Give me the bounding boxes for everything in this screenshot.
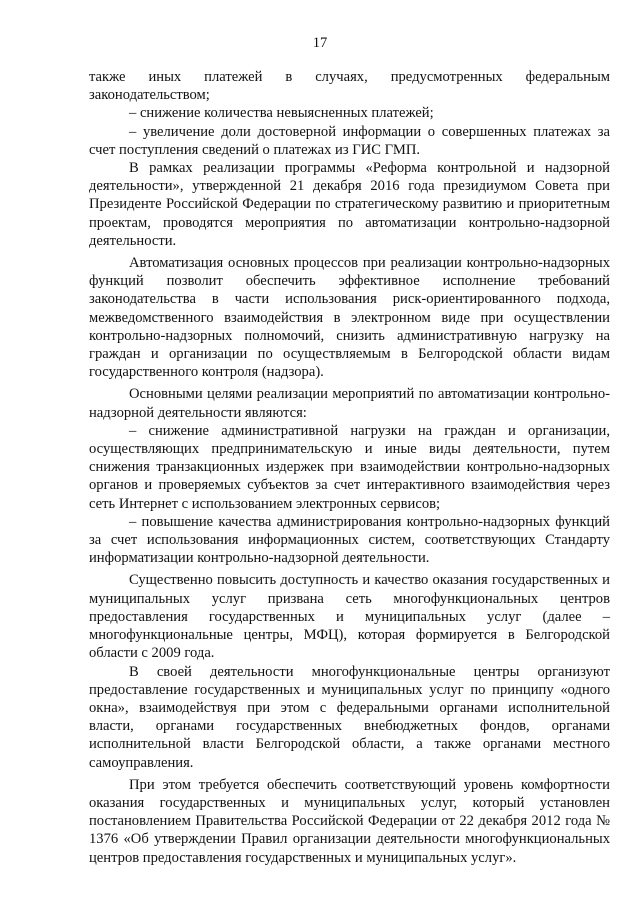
page-number: 17 — [312, 35, 328, 51]
bullet-item: – повышение качества администрирования контрольно-надзорных функций за счет использования информационных систем, соответствующих Стандарту информатизации контрольно-надзорной деятельности. — [89, 513, 610, 567]
paragraph: Основными целями реализации мероприятий по автоматизации контрольно-надзорной деятельности являются: — [89, 386, 610, 421]
paragraph: Автоматизация основных процессов при реализации контрольно-надзорных функций позволит обеспечить эффективное исполнение требований законодательства в части использования риск-ориентированного подхода, межведомственного взаимодействия в электронном виде при осуществлении контрольно-надзорных полномочий, снизить административную нагрузку на граждан и организации по осуществляемым в Белгородской области видам государственного контроля (надзора). — [89, 255, 610, 381]
paragraph: также иных платежей в случаях, предусмотренных федеральным законодательством; — [89, 69, 610, 104]
paragraph: В рамках реализации программы «Реформа контрольной и надзорной деятельности», утвержденной 21 декабря 2016 года президиумом Совета при Президенте Российской Федерации по стратегическому развитию и приоритетным проектам, проводятся мероприятия по автоматизации контрольно-надзорной деятельности. — [89, 160, 610, 249]
bullet-item: – увеличение доли достоверной информации о совершенных платежах за счет поступления сведений о платежах из ГИС ГМП. — [89, 123, 610, 158]
paragraph: При этом требуется обеспечить соответствующий уровень комфортности оказания государственных и муниципальных услуг, который установлен постановлением Правительства Российской Федерации от 22 декабря 2012 года № 1376 «Об утверждении Правил организации деятельности многофункциональных центров предоставления государственных и муниципальных услуг». — [89, 776, 610, 866]
bullet-item: – снижение количества невыясненных платежей; — [129, 105, 434, 122]
bullet-item: – снижение административной нагрузки на граждан и организации, осуществляющих предпринимательскую и иные виды деятельности, путем снижения транзакционных издержек при взаимодействии контрольно-надзорных органов и проверяемых субъектов за счет интерактивного взаимодействия через сеть Интернет с использованием электронных сервисов; — [89, 422, 610, 512]
paragraph: Существенно повысить доступность и качество оказания государственных и муниципальных услуг призвана сеть многофункциональных центров предоставления государственных и муниципальных услуг (далее – многофункциональные центры, МФЦ), которая формируется в Белгородской области с 2009 года. — [89, 572, 610, 662]
document-body — [89, 68, 610, 867]
paragraph: В своей деятельности многофункциональные центры организуют предоставление государственных и муниципальных услуг по принципу «одного окна», взаимодействуя при этом с федеральными органами исполнительной власти, органами государственных внебюджетных фондов, органами исполнительной власти Белгородской области, а также органами местного самоуправления. — [89, 663, 610, 771]
